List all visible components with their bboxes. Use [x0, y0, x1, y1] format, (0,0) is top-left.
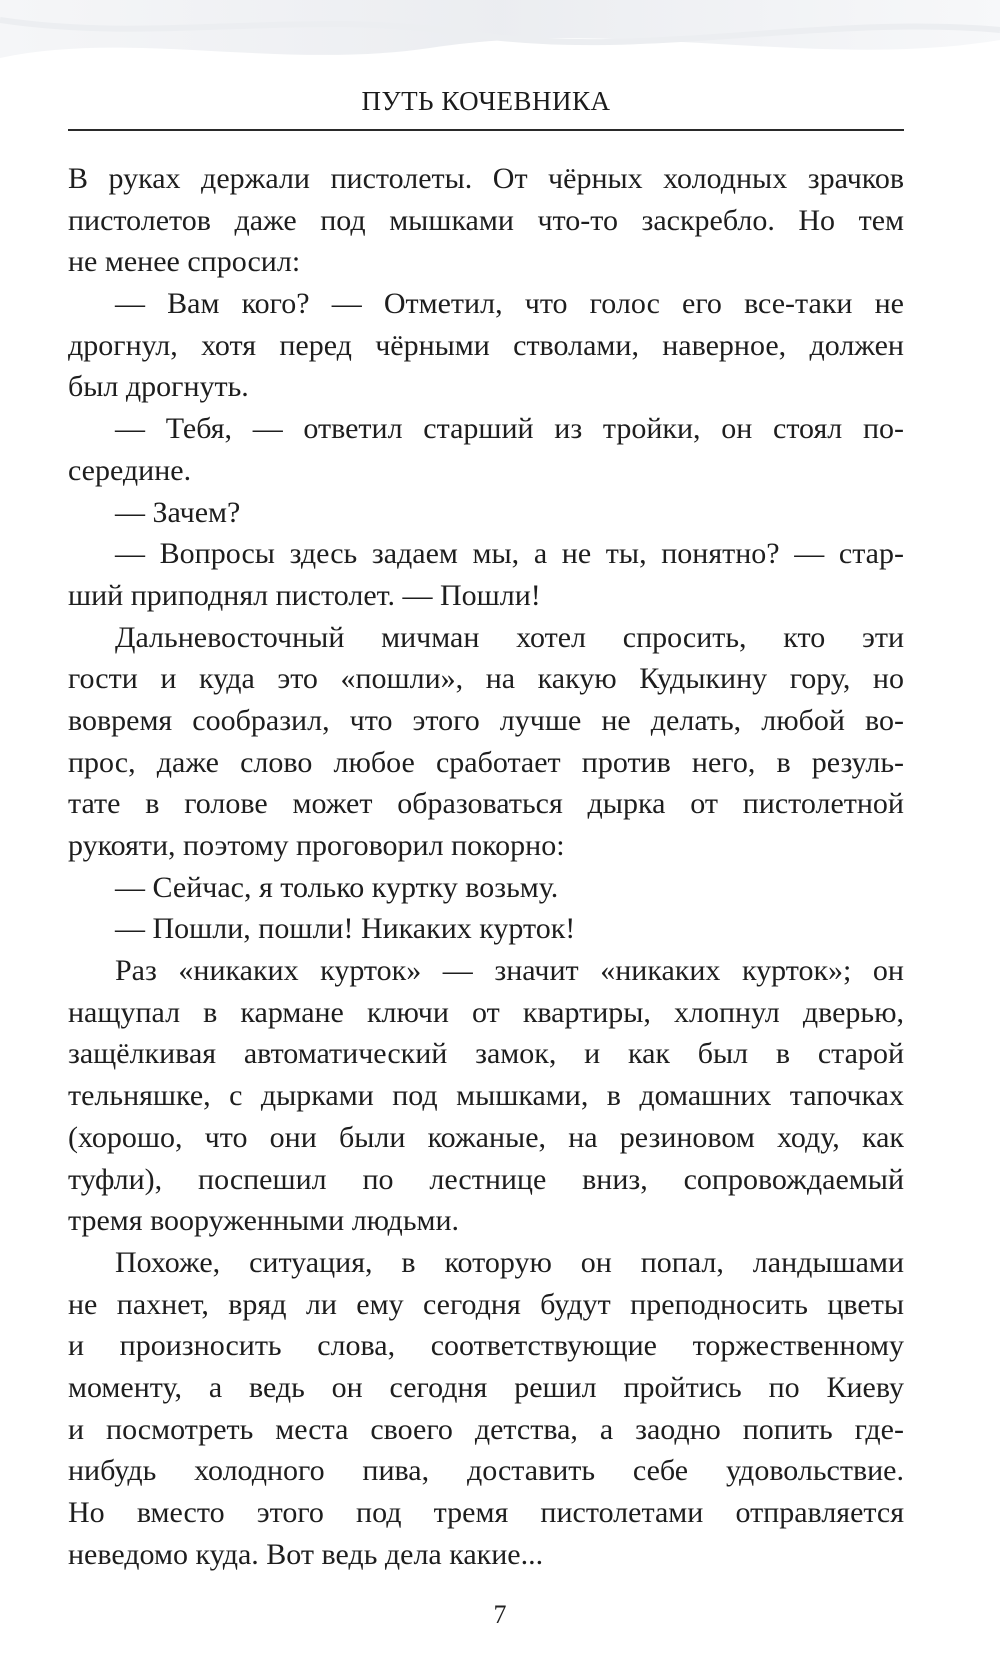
- text-line: — Вопросы здесь задаем мы, а не ты, понятно? — стар-: [115, 537, 904, 571]
- text-line: и посмотреть места своего детства, а заодно попить где-: [68, 1412, 904, 1446]
- text-line: защёлкивая автоматический замок, и как был в старой: [68, 1037, 904, 1071]
- running-header-title: ПУТЬ КОЧЕВНИКА: [361, 86, 611, 116]
- text-line: — Тебя, — ответил старший из тройки, он стоял по-: [115, 412, 904, 446]
- text-line: прос, даже слово любое сработает против него, в резуль-: [68, 745, 904, 779]
- text-line: и произносить слова, соответствующие торжественному: [68, 1329, 904, 1363]
- text-line: рукояти, поэтому проговорил покорно:: [68, 829, 565, 862]
- text-line: дрогнул, хотя перед чёрными стволами, наверное, должен: [68, 328, 904, 362]
- text-line: туфли), поспешил по лестнице вниз, сопровождаемый: [68, 1162, 904, 1196]
- text-line: был дрогнуть.: [68, 370, 249, 404]
- text-line: моменту, а ведь он сегодня решил пройтись по Киеву: [68, 1370, 904, 1404]
- text-line: (хорошо, что они были кожаные, на резиновом ходу, как: [68, 1120, 904, 1154]
- text-line: гости и куда это «пошли», на какую Кудыкину гору, но: [68, 662, 904, 696]
- text-line: неведомо куда. Вот ведь дела какие...: [68, 1537, 544, 1571]
- text-line: Раз «никаких курток» — значит «никаких курток»; он: [115, 954, 904, 988]
- text-line: середине.: [68, 453, 192, 487]
- text-line: Но вместо этого под тремя пистолетами отправляется: [68, 1496, 904, 1529]
- text-line: ший приподнял пистолет. — Пошли!: [68, 578, 541, 612]
- text-line: В руках держали пистолеты. От чёрных холодных зрачков: [68, 162, 904, 195]
- text-line: — Вам кого? — Отметил, что голос его все-таки не: [115, 287, 904, 321]
- text-line: — Сейчас, я только куртку возьму.: [115, 870, 559, 904]
- text-line: тельняшке, с дырками под мышками, в домашних тапочках: [68, 1079, 904, 1113]
- text-line: — Зачем?: [115, 495, 241, 529]
- text-line: тате в голове может образоваться дырка от пистолетной: [68, 787, 904, 821]
- text-line: Дальневосточный мичман хотел спросить, кто эти: [115, 620, 904, 654]
- text-line: Похоже, ситуация, в которую он попал, ландышами: [115, 1245, 904, 1279]
- text-line: тремя вооруженными людьми.: [68, 1204, 460, 1238]
- page-number: 7: [493, 1600, 507, 1629]
- header-rule: [68, 129, 904, 131]
- text-line: вовремя сообразил, что этого лучше не делать, любой во-: [68, 703, 904, 737]
- text-line: не пахнет, вряд ли ему сегодня будут преподносить цветы: [68, 1287, 904, 1321]
- text-line: нащупал в кармане ключи от квартиры, хлопнул дверью,: [68, 995, 904, 1029]
- text-line: пистолетов даже под мышками что-то заскребло. Но тем: [68, 203, 904, 237]
- text-line: нибудь холодного пива, доставить себе удовольствие.: [68, 1454, 904, 1488]
- body-text: [68, 158, 904, 1575]
- text-line: не менее спросил:: [68, 245, 301, 279]
- text-line: — Пошли, пошли! Никаких курток!: [115, 912, 576, 946]
